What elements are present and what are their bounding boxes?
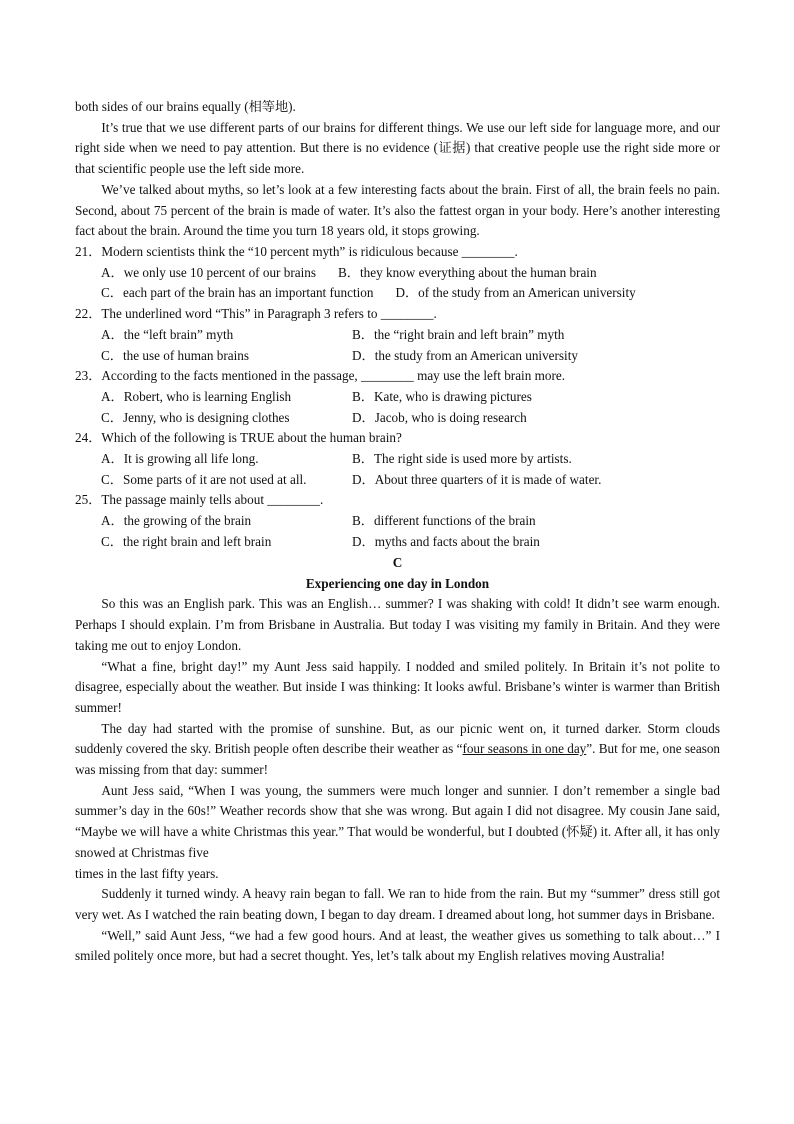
- option-a: A．we only use 10 percent of our brains: [101, 264, 316, 280]
- paragraph: Suddenly it turned windy. A heavy rain began to fall. We ran to hide from the rain. But my “summer” dress still got very wet. As I watched the rain beating down, I began to day dream. I dreamed about long, hot summer days in Brisbane.: [75, 886, 720, 922]
- question-stem: 25．The passage mainly tells about ________.: [75, 492, 324, 508]
- paragraph: So this was an English park. This was an English… summer? I was shaking with cold! It didn’t see warm enough. Perhaps I should explain. I’m from Brisbane in Australia. But today I was visiting my family in Britain. And they were taking me out to enjoy London.: [75, 596, 720, 653]
- option-row: [75, 387, 720, 408]
- option-d: D．Jacob, who is doing research: [352, 409, 527, 425]
- option-a: A．the growing of the brain: [101, 513, 252, 529]
- option-b: B．the “right brain and left brain” myth: [352, 326, 565, 342]
- paragraph: [75, 719, 720, 781]
- section-letter: C: [392, 555, 403, 570]
- underlined-phrase: four seasons in one day: [462, 741, 587, 757]
- option-c: C．the right brain and left brain: [101, 533, 272, 549]
- questions-block: [75, 242, 720, 553]
- paragraph-continuation: times in the last fifty years.: [75, 865, 219, 881]
- question-stem: 23．According to the facts mentioned in the passage, ________ may use the left brain more.: [75, 368, 566, 384]
- option-row: [75, 408, 720, 429]
- option-b: B．Kate, who is drawing pictures: [352, 388, 532, 404]
- paragraph: “What a fine, bright day!” my Aunt Jess said happily. I nodded and smiled politely. In Britain it’s not polite to disagree, especially about the weather. But inside I was thinking: It looks awful. Brisbane’s winter is warmer than British summer!: [75, 658, 720, 715]
- option-b: B．different functions of the brain: [352, 513, 536, 529]
- option-c: C．each part of the brain has an important function: [101, 285, 374, 301]
- option-a: A．the “left brain” myth: [101, 326, 234, 342]
- question-stem: 24．Which of the following is TRUE about the human brain?: [75, 430, 402, 446]
- option-c: C．Jenny, who is designing clothes: [101, 409, 290, 425]
- option-d: D．myths and facts about the brain: [352, 533, 540, 549]
- question-stem: 22．The underlined word “This” in Paragraph 3 refers to ________.: [75, 306, 437, 322]
- option-d: D．About three quarters of it is made of water.: [352, 471, 602, 487]
- option-b: B．they know everything about the human brain: [337, 264, 597, 280]
- option-c: C．the use of human brains: [101, 347, 249, 363]
- option-a: A．Robert, who is learning English: [101, 388, 292, 404]
- passage-title: Experiencing one day in London: [305, 575, 490, 591]
- option-c: C．Some parts of it are not used at all.: [101, 471, 307, 487]
- option-row: [75, 325, 720, 346]
- option-row: [75, 532, 720, 553]
- paragraph-text: ”. But for me, one season was missing from that day: summer!: [75, 741, 721, 778]
- paragraph: We’ve talked about myths, so let’s look at a few interesting facts about the brain. First of all, the brain feels no pain. Second, about 75 percent of the brain is made of water. It’s also the fattest organ in your body. Here’s another interesting fact about the brain. Around the time you turn 18 years old, it stops growing.: [75, 181, 720, 239]
- paragraph-text: The day had started with the promise of sunshine. But, as our picnic went on, it turned darker. Storm clouds suddenly covered the sky. British people often describe their weather as “: [75, 720, 720, 757]
- option-d: D．of the study from an American university: [395, 285, 636, 301]
- option-row: [75, 283, 720, 304]
- option-d: D．the study from an American university: [352, 347, 578, 363]
- option-row: [75, 346, 720, 367]
- passage-b-end: [75, 97, 720, 242]
- option-row: [75, 449, 720, 470]
- paragraph: It’s true that we use different parts of our brains for different things. We use our left side for language more, and our right side when we need to pay attention. But there is no evidence (证据) that creative people use the right side more or that scientific people use the left side more.: [75, 119, 720, 177]
- option-row: [75, 470, 720, 491]
- option-a: A．It is growing all life long.: [101, 451, 259, 467]
- option-b: B．The right side is used more by artists.: [352, 451, 572, 467]
- option-row: [75, 511, 720, 532]
- question-stem: 21．Modern scientists think the “10 percent myth” is ridiculous because ________.: [75, 244, 518, 259]
- section-c: [75, 553, 720, 967]
- paragraph: “Well,” said Aunt Jess, “we had a few good hours. And at least, the weather gives us something to talk about…” I smiled politely once more, but had a secret thought. Yes, let’s talk about my English relatives moving Australia!: [75, 927, 720, 964]
- paragraph: both sides of our brains equally (相等地).: [75, 99, 296, 114]
- option-row: [75, 263, 720, 284]
- paragraph: Aunt Jess said, “When I was young, the summers were much longer and sunnier. I don’t remember a single bad summer’s day in the 60s!” Weather records show that she was wrong. But again I did not disagree. My cousin Jane said, “Maybe we will have a white Christmas this year.” That would be wonderful, but I doubted (怀疑) it. After all, it has only snowed at Christmas five: [75, 782, 720, 860]
